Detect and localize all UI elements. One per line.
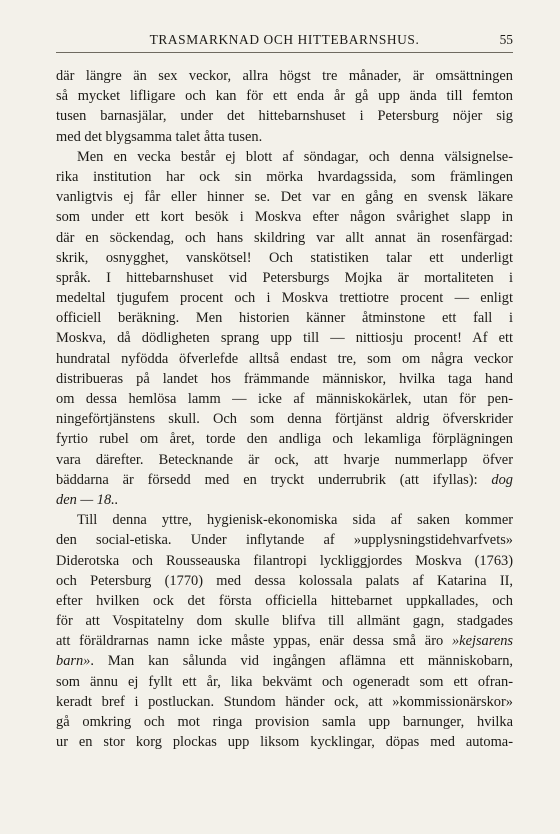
text-line: Men en vecka består ej blott af söndagar, och denna välsignelse-: [77, 148, 513, 165]
text-line: medeltal tjugufem procent och i Moskva trettiotre procent — enligt: [56, 290, 513, 307]
italic-segment: barn»: [56, 653, 91, 670]
text-line: Till denna yttre, hygienisk-ekonomiska sida af saken kommer: [77, 512, 513, 529]
text-line: språk. I hittebarnshuset vid Petersburgs Mojka är mortaliteten i: [56, 269, 513, 286]
paragraph-2: [56, 147, 513, 510]
text-segment: bäddarna är försedd med en tryckt underrubrik (att ifyllas):: [56, 471, 492, 488]
text-line: officiell beräkning. Men historien känner åtminstone ett fall i: [56, 310, 513, 327]
text-line: ningeförtjänstens skull. Och som denna förtjänst aldrig öfverskrider: [56, 411, 513, 428]
paragraph-1: [56, 66, 513, 147]
text-line: Diderotska och Rousseauska filantropi lyckliggjordes Moskva (1763): [56, 552, 513, 569]
text-line: där en söckendag, och hans skildring var allt annat än rosenfärgad:: [56, 229, 513, 246]
text-segment: att föräldrarnas namn icke måste yppas, enär dessa små äro: [56, 633, 452, 650]
header-rule: [56, 52, 513, 53]
text-line: den social-etiska. Under inflytande af »upplysningstidehvarfvets»: [56, 532, 513, 549]
text-line: ur en stor korg plockas upp liksom kycklingar, döpas med automa-: [56, 734, 513, 751]
text-line: om dessa hemlösa lamm — icke af människokärlek, utan för pen-: [56, 391, 513, 407]
page-header: [56, 32, 513, 52]
text-line: tusen barnasjälar, under det hittebarnshuset i Petersburg nöjer sig: [56, 108, 513, 125]
text-line: som ännu ej fyllt ett år, lika bekvämt och ogeneradt som ett ofran-: [56, 673, 513, 690]
text-line: skrik, osnygghet, vanskötsel! Och statistiken talar ett underligt: [56, 249, 513, 266]
italic-segment: »kejsarens: [451, 633, 513, 650]
text-line: så mycket lifligare och kan för ett enda år gå upp ända till femton: [56, 88, 513, 105]
text-line: keradt bref i postluckan. Stundom händer ock, att »kommissionärskor»: [56, 693, 513, 710]
text-line: med det blygsamma talet åtta tusen.: [56, 128, 263, 145]
italic-segment: dog: [491, 471, 513, 488]
page-number: 55: [499, 32, 513, 47]
text-line-with-italic: [56, 651, 513, 671]
text-line: gå omkring och mot ringa provision samla upp barnunger, hvilka: [56, 714, 513, 730]
text-line: vara därefter. Betecknande är ock, att hvarje nummerlapp öfver: [56, 451, 513, 468]
text-line: fyrtio rubel om året, torde den andliga och lekamliga förplägningen: [56, 431, 513, 448]
text-line: hundratal nyfödda öfverlefde alltså endast tre, som om några veckor: [56, 350, 513, 367]
text-line: som under ett kort besök i Moskva efter någon svårighet slapp in: [56, 209, 513, 226]
text-line-italic: [56, 490, 513, 510]
text-line: och Petersburg (1770) med dessa kolossala palats af Katarina II,: [56, 572, 513, 589]
text-line-with-italic: [56, 631, 513, 651]
text-line: distribueras på landet hos främmande människor, hvilka taga hand: [56, 370, 513, 387]
paragraph-3: [56, 510, 513, 752]
running-title: TRASMARKNAD OCH HITTEBARNSHUS.: [149, 32, 420, 47]
text-line-with-italic: [56, 470, 513, 490]
text-line: rika institution har ock sin mörka hvardagssida, som främlingen: [56, 168, 513, 185]
text-line: Moskva, då dödligheten sprang upp till — nittiosju procent! Af ett: [56, 330, 513, 347]
text-line: för att Vospitatelny dom skulle blifva till allmänt gagn, stadgades: [56, 613, 513, 630]
text-segment: . Man kan sålunda vid ingången aflämna ett människobarn,: [90, 653, 513, 670]
body-text: [56, 66, 513, 752]
text-line: efter hvilken ock det första officiella hittebarnet uppkallades, och: [56, 592, 513, 609]
text-line: där längre än sex veckor, allra högst tre månader, är omsättningen: [56, 68, 513, 84]
italic-segment: den — 18..: [56, 491, 119, 508]
text-line: vanligtvis ej får eller hinner se. Det var en gång en svensk läkare: [56, 189, 513, 206]
